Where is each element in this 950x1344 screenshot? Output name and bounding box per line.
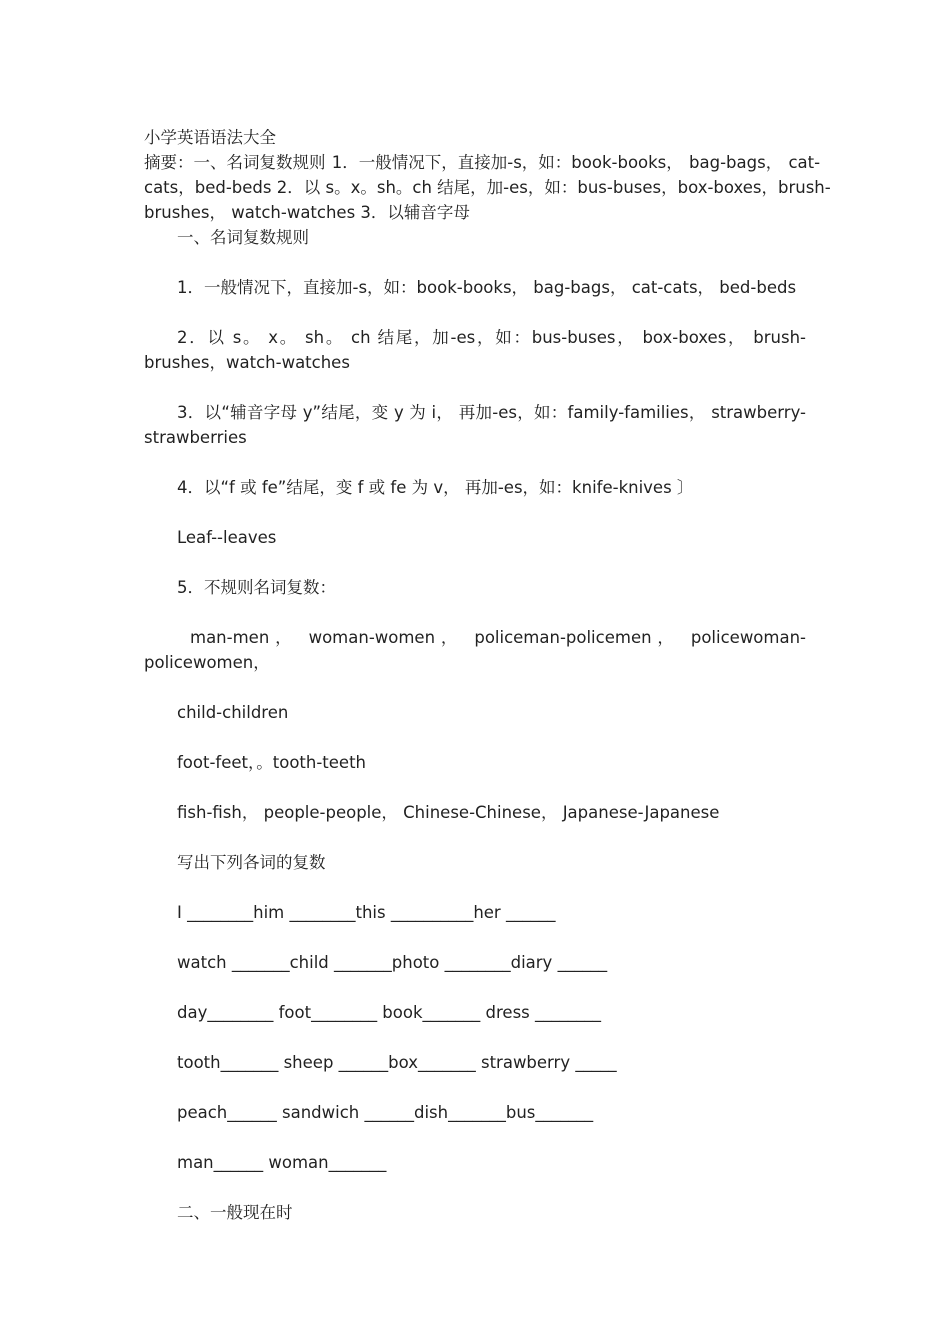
exercise-row: man______ woman_______ — [177, 1153, 387, 1172]
rule-2: 2．以 s。 x。 sh。 ch 结尾，加-es，如：bus-buses， box-boxes， brush-brushes，watch-watches — [144, 328, 806, 372]
rule-4-example: Leaf--leaves — [177, 528, 277, 547]
rule-3: 3．以“辅音字母 y”结尾，变 y 为 i， 再加-es，如：family-families， strawberry-strawberries — [144, 403, 806, 447]
exercise-row: tooth_______ sheep ______box_______ strawberry _____ — [177, 1053, 617, 1072]
document-title: 小学英语语法大全 — [144, 128, 276, 147]
section-heading-present-simple: 二、一般现在时 — [177, 1203, 293, 1222]
rule-1: 1．一般情况下，直接加-s，如：book-books， bag-bags， cat-cats， bed-beds — [177, 278, 797, 297]
section-heading-noun-plurals: 一、名词复数规则 — [177, 228, 309, 247]
summary-line: 摘要：一、名词复数规则 1．一般情况下，直接加-s，如：book-books， bag-bags， cat- — [144, 153, 821, 172]
exercise-row: watch _______child _______photo ________diary ______ — [177, 953, 608, 972]
exercise-heading: 写出下列各词的复数 — [177, 853, 326, 872]
exercise-row: peach______ sandwich ______dish_______bus_______ — [177, 1103, 594, 1122]
irregular-plurals-line: fish-fish， people-people， Chinese-Chinese， Japanese-Japanese — [177, 803, 720, 822]
rule-5: 5．不规则名词复数： — [177, 578, 336, 597]
summary-line: cats，bed-beds 2．以 s。x。sh。ch 结尾，加-es，如：bus-buses，box-boxes，brush- — [144, 178, 831, 197]
summary-line: brushes， watch-watches 3．以辅音字母 — [144, 203, 470, 222]
document-body — [144, 125, 831, 1225]
irregular-plurals-line: foot-feet，。tooth-teeth — [177, 753, 366, 772]
rule-4: 4．以“f 或 fe”结尾，变 f 或 fe 为 v， 再加-es，如：knife-knives 〕 — [177, 478, 694, 497]
exercise-row: day________ foot________ book_______ dress ________ — [177, 1003, 602, 1022]
exercise-row: I ________him ________this __________her ______ — [177, 903, 556, 922]
irregular-plurals-line: man-men， woman-women， policeman-policemen， policewoman-policewomen， — [144, 628, 806, 672]
summary-block — [144, 150, 831, 225]
irregular-plurals-line: child-children — [177, 703, 289, 722]
